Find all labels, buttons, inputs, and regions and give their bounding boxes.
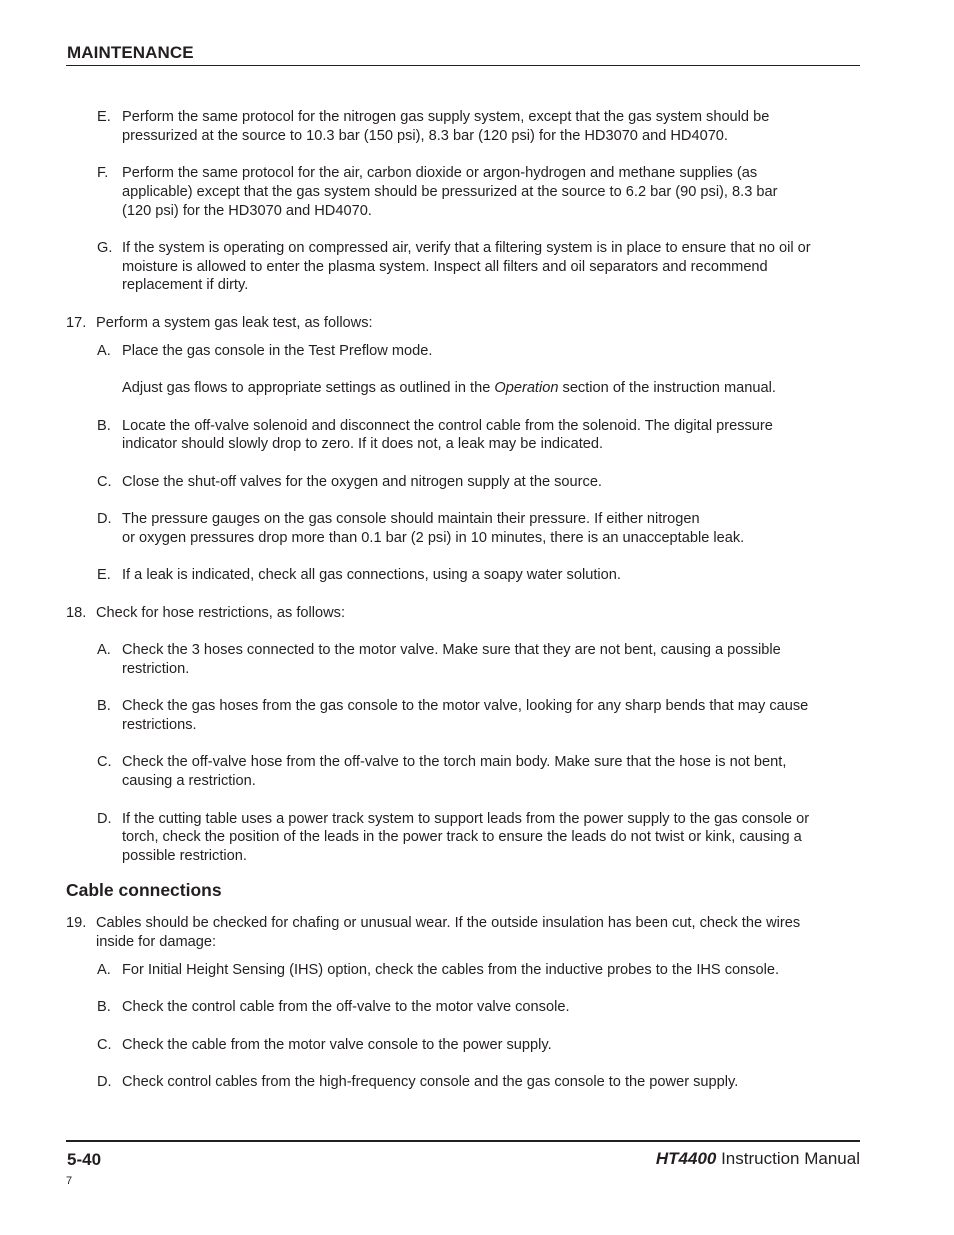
- list-marker-16f: F.: [97, 165, 109, 181]
- list-marker-17c: C.: [97, 474, 112, 490]
- list-number-17: 17.: [66, 315, 87, 331]
- text-line: inside for damage:: [96, 934, 217, 950]
- text-line: moisture is allowed to enter the plasma system. Inspect all filters and oil separators and recommend: [122, 259, 768, 275]
- text-line: torch, check the position of the leads in the power track to ensure the leads do not twist or kink, causing a: [122, 829, 802, 845]
- manual-title: [656, 1149, 860, 1169]
- text-line: Check control cables from the high-frequency console and the gas console to the power supply.: [122, 1074, 739, 1090]
- text-line: applicable) except that the gas system should be pressurized at the source to 6.2 bar (90 psi), 8.3 bar: [122, 184, 778, 200]
- page-number: 5-40: [67, 1150, 102, 1169]
- text-line: Cables should be checked for chafing or unusual wear. If the outside insulation has been cut, check the wires: [96, 915, 801, 931]
- note-text: section of the instruction manual.: [558, 380, 776, 396]
- list-marker-17e: E.: [97, 567, 111, 583]
- product-model: HT4400: [655, 1149, 717, 1168]
- text-line: Perform the same protocol for the nitrogen gas supply system, except that the gas system should be: [122, 109, 770, 125]
- list-number-18: 18.: [66, 605, 87, 621]
- text-line: Perform a system gas leak test, as follows:: [96, 315, 373, 331]
- text-line: If the cutting table uses a power track system to support leads from the power supply to the gas console or: [122, 811, 810, 827]
- text-line: Place the gas console in the Test Preflow mode.: [122, 343, 433, 359]
- text-line: pressurized at the source to 10.3 bar (150 psi), 8.3 bar (120 psi) for the HD3070 and HD4070.: [122, 128, 728, 144]
- list-marker-19b: B.: [97, 999, 111, 1015]
- section-heading-cable-connections: Cable connections: [66, 880, 222, 900]
- text-line: If a leak is indicated, check all gas connections, using a soapy water solution.: [122, 567, 621, 583]
- list-marker-16e: E.: [97, 109, 111, 125]
- manual-title-text: Instruction Manual: [716, 1149, 860, 1168]
- text-line: Check the off-valve hose from the off-valve to the torch main body. Make sure that the hose is not bent,: [122, 754, 787, 770]
- text-line: If the system is operating on compressed air, verify that a filtering system is in place to ensure that no oil or: [122, 240, 811, 256]
- text-line: Check the control cable from the off-valve to the motor valve console.: [122, 999, 570, 1015]
- list-marker-18a: A.: [97, 642, 111, 658]
- list-marker-17d: D.: [97, 511, 112, 527]
- text-line: Check the 3 hoses connected to the motor valve. Make sure that they are not bent, causing a possible: [122, 642, 781, 658]
- text-line: or oxygen pressures drop more than 0.1 bar (2 psi) in 10 minutes, there is an unacceptable leak.: [122, 530, 745, 546]
- text-line: Check for hose restrictions, as follows:: [96, 605, 345, 621]
- text-line: causing a restriction.: [122, 773, 256, 789]
- text-line: (120 psi) for the HD3070 and HD4070.: [122, 203, 372, 219]
- text-line: possible restriction.: [122, 848, 247, 864]
- list-marker-19c: C.: [97, 1037, 112, 1053]
- text-line: The pressure gauges on the gas console should maintain their pressure. If either nitrogen: [122, 511, 700, 527]
- header-divider: [66, 65, 860, 66]
- section-title: MAINTENANCE: [67, 43, 194, 62]
- text-line: restriction.: [122, 661, 190, 677]
- text-line: Locate the off-valve solenoid and disconnect the control cable from the solenoid. The digital pressure: [122, 418, 773, 434]
- note-text: Adjust gas flows to appropriate settings as outlined in the: [122, 380, 495, 396]
- list-number-19: 19.: [66, 915, 87, 931]
- list-marker-18b: B.: [97, 698, 111, 714]
- text-line: For Initial Height Sensing (IHS) option, check the cables from the inductive probes to the IHS console.: [122, 962, 780, 978]
- list-marker-19a: A.: [97, 962, 111, 978]
- text-line: replacement if dirty.: [122, 277, 249, 293]
- footer-small-number: 7: [66, 1175, 73, 1187]
- text-line: Perform the same protocol for the air, carbon dioxide or argon-hydrogen and methane supplies (as: [122, 165, 758, 181]
- text-line: Check the cable from the motor valve console to the power supply.: [122, 1037, 552, 1053]
- list-marker-19d: D.: [97, 1074, 112, 1090]
- text-line: restrictions.: [122, 717, 197, 733]
- text-line: indicator should slowly drop to zero. If it does not, a leak may be indicated.: [122, 436, 604, 452]
- list-marker-16g: G.: [97, 240, 113, 256]
- list-marker-18d: D.: [97, 811, 112, 827]
- list-marker-17b: B.: [97, 418, 111, 434]
- text-line: [122, 379, 776, 398]
- note-emphasis: Operation: [494, 380, 559, 396]
- list-marker-17a: A.: [97, 343, 111, 359]
- list-marker-18c: C.: [97, 754, 112, 770]
- text-line: Check the gas hoses from the gas console to the motor valve, looking for any sharp bends that may cause: [122, 698, 809, 714]
- text-line: Close the shut-off valves for the oxygen and nitrogen supply at the source.: [122, 474, 602, 490]
- footer-divider: [66, 1140, 860, 1142]
